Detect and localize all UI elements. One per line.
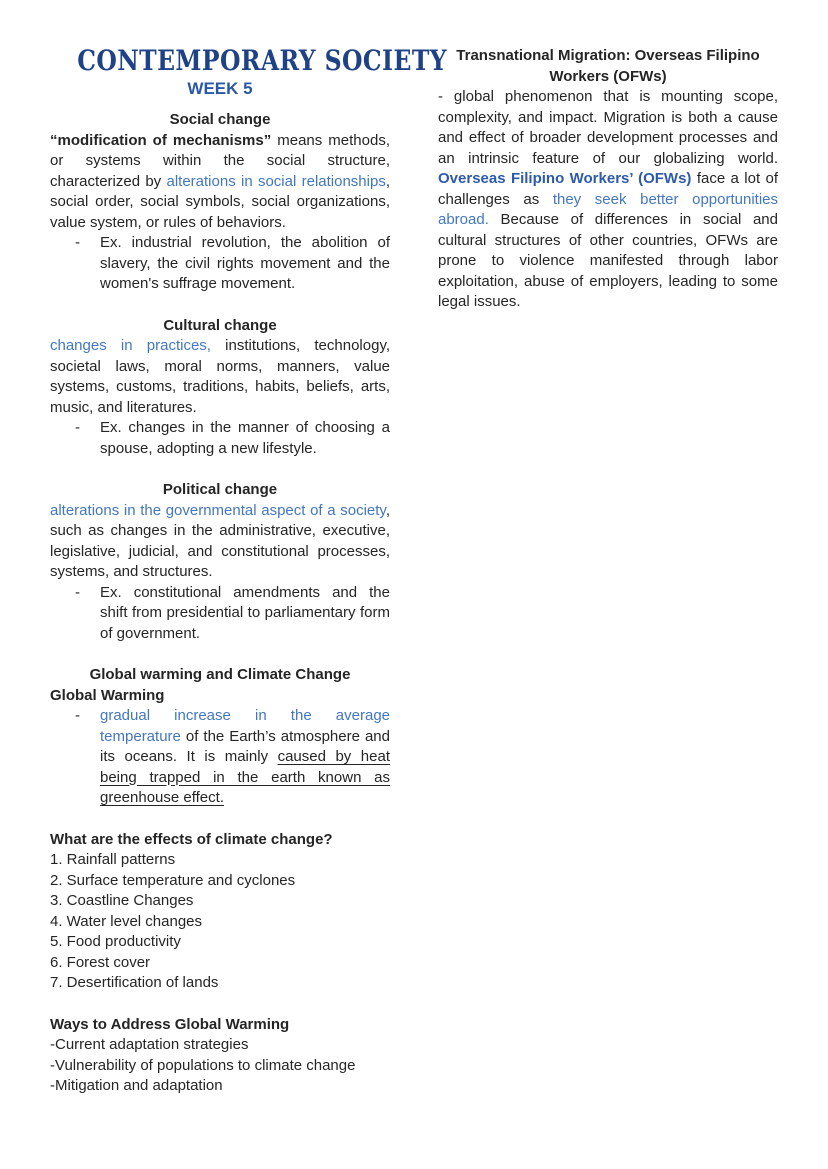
- section-political-change: [50, 480, 390, 644]
- section-ways-to-address: [50, 1015, 390, 1097]
- text-segment-bold: “modification of mechanisms”: [50, 131, 272, 149]
- list-item: 5. Food productivity: [50, 933, 181, 950]
- right-column: [438, 46, 778, 1097]
- section-social-change: [50, 110, 390, 295]
- definition-bullet: [50, 706, 390, 809]
- list-item: 6. Forest cover: [50, 953, 151, 971]
- text-segment-blue: changes in practices,: [50, 337, 211, 354]
- example-bullet: [50, 418, 390, 459]
- text-segment: means methods, or systems within the social structure, characterized by: [50, 131, 390, 190]
- section-transnational-migration: [438, 46, 778, 313]
- list-item: 4. Water level changes: [50, 912, 203, 930]
- bullet-dash: -: [75, 419, 80, 436]
- bullet-text: Ex. changes in the manner of choosing a spouse, adopting a new lifestyle.: [100, 419, 390, 457]
- bullet-dash: -: [75, 707, 80, 724]
- section-paragraph: [50, 336, 390, 418]
- example-bullet: [50, 583, 390, 645]
- list-item: 7. Desertification of lands: [50, 974, 219, 991]
- section-cultural-change: [50, 316, 390, 460]
- section-global-warming: [50, 665, 390, 809]
- section-climate-effects: [50, 830, 390, 994]
- text-segment: , such as changes in the administrative, executive, legislative, judicial, and constitutional processes, systems, and structures.: [50, 501, 390, 580]
- bullet-text: Ex. industrial revolution, the abolition of slavery, the civil rights movement and the women's suffrage movement.: [100, 234, 390, 292]
- list-item: -Mitigation and adaptation: [50, 1077, 223, 1094]
- list-item: 1. Rainfall patterns: [50, 851, 176, 868]
- section-paragraph: [50, 131, 390, 234]
- section-paragraph: [50, 501, 390, 583]
- section-heading: Political change: [162, 481, 278, 498]
- text-segment-blue-bold: Overseas Filipino Workers’ (OFWs): [438, 170, 692, 187]
- text-segment: - global phenomenon that is mounting scope, complexity, and impact. Migration is both a cause and effect of broader development processes and an intrinsic feature of our globalizing world.: [438, 88, 778, 167]
- list-item: -Current adaptation strategies: [50, 1036, 249, 1053]
- section-heading: Cultural change: [163, 316, 277, 334]
- text-segment: Because of differences in social and cultural structures of other countries, OFWs are prone to violence manifested through labor exploitation, abuse of employers, leading to some legal issues.: [438, 211, 778, 310]
- section-subheading: Global Warming: [50, 686, 165, 704]
- list-item: -Vulnerability of populations to climate change: [50, 1056, 356, 1074]
- text-segment-blue: they seek better opportunities abroad.: [438, 190, 778, 228]
- text-segment-underline: caused by heat being trapped in the earth known as greenhouse effect.: [100, 748, 390, 806]
- text-segment-blue: alterations in social relationships: [166, 172, 386, 190]
- example-bullet: [50, 233, 390, 295]
- section-paragraph: [438, 87, 778, 313]
- list-item: 2. Surface temperature and cyclones: [50, 871, 296, 889]
- left-column: [50, 44, 447, 1097]
- section-heading: What are the effects of climate change?: [50, 830, 333, 848]
- bullet-dash: -: [75, 234, 80, 251]
- text-segment: of the Earth’s atmosphere and its oceans. It is mainly: [100, 727, 390, 765]
- bullet-text: Ex. constitutional amendments and the shift from presidential to parliamentary form of government.: [100, 583, 390, 642]
- text-segment: , social order, social symbols, social organizations, value system, or rules of behaviors.: [50, 172, 390, 231]
- text-segment-blue: alterations in the governmental aspect of a society: [50, 501, 386, 519]
- text-segment: institutions, technology, societal laws, moral norms, manners, value systems, customs, traditions, habits, beliefs, arts, music, and literatures.: [50, 337, 390, 416]
- section-heading: Global warming and Climate Change: [89, 666, 351, 683]
- section-heading: Ways to Address Global Warming: [50, 1015, 290, 1033]
- document-subtitle: WEEK 5: [187, 79, 253, 98]
- section-heading: Social change: [169, 111, 271, 128]
- text-segment: face a lot of challenges as: [438, 170, 779, 208]
- list-item: 3. Coastline Changes: [50, 892, 194, 909]
- text-segment-blue: gradual increase in the average temperature: [100, 707, 390, 745]
- document-title: CONTEMPORARY SOCIETY: [77, 44, 447, 77]
- bullet-dash: -: [75, 583, 80, 601]
- section-heading: Transnational Migration: Overseas Filipino Workers (OFWs): [456, 47, 760, 85]
